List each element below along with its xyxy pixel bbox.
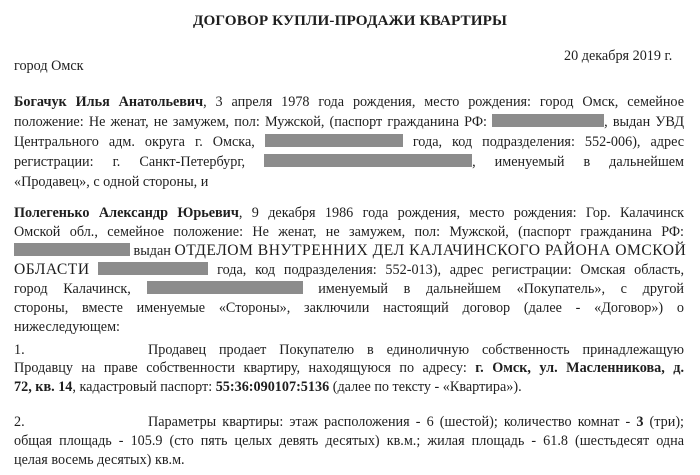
buyer-line-2: Омской обл., семейное положение: Не женат, не замужем, пол: Мужской, (паспорт гражданина РФ:	[14, 224, 684, 240]
redaction-block	[98, 262, 208, 275]
seller-line-1: Богачук Илья Анатольевич, 3 апреля 1978 года рождения, место рождения: город Омск, семейное	[14, 94, 684, 110]
seller-line-4: регистрации: г. Санкт-Петербург, , именуемый в дальнейшем	[14, 154, 685, 170]
buyer-line-4: ОБЛАСТИ года, код подразделения: 552-013), адрес регистрации: Омская область,	[14, 261, 685, 278]
seller-name: Богачук Илья Анатольевич	[14, 94, 204, 110]
clause-1-number: 1.	[14, 342, 25, 358]
clause-2-line-2: общая площадь - 105.9 (сто пять целых девять десятых) кв.м.; жилая площадь - 61.8 (шестьдесят одна	[14, 433, 684, 449]
seller-line-2: положение: Не женат, не замужем, пол: Мужской, (паспорт гражданина РФ: , выдан УВД	[14, 114, 685, 130]
redaction-block	[14, 243, 130, 256]
buyer-line-1: Полегенько Александр Юрьевич, 9 декабря 1986 года рождения, место рождения: Гор. Калачинск	[14, 205, 684, 221]
document-title: ДОГОВОР КУПЛИ-ПРОДАЖИ КВАРТИРЫ	[192, 12, 508, 29]
clause-2-line-3: целая восемь десятых) кв.м.	[14, 452, 185, 468]
buyer-line-6: стороны, вместе именуемые «Стороны», заключили настоящий договор (далее - «Договор») о	[14, 300, 684, 316]
clause-1-line-3: 72, кв. 14, кадастровый паспорт: 55:36:090107:5136 (далее по тексту - «Квартира»).	[14, 379, 522, 395]
city: город Омск	[14, 58, 84, 74]
seller-line-5: «Продавец», с одной стороны, и	[14, 174, 209, 190]
clause-1-line-1: 1. Продавец продает Покупателю в единоличную собственность принадлежащую	[14, 342, 684, 358]
clause-2-line-1: 2. Параметры квартиры: этаж расположения - 6 (шестой); количество комнат - 3 (три);	[14, 414, 684, 430]
buyer-line-7: нижеследующем:	[14, 319, 120, 335]
clause-1-line-2: Продавцу на праве собственности квартиру, находящуюся по адресу: г. Омск, ул. Масленникова, д.	[14, 360, 685, 376]
buyer-name: Полегенько Александр Юрьевич	[14, 205, 239, 221]
redaction-block	[265, 134, 403, 147]
seller-line-3: Центрального адм. округа г. Омска, года, код подразделения: 552-006), адрес	[14, 134, 685, 150]
buyer-line-5: город Калачинск, именуемый в дальнейшем «Покупатель», с другой	[14, 281, 685, 297]
buyer-line-3: выдан ОТДЕЛОМ ВНУТРЕННИХ ДЕЛ КАЛАЧИНСКОГО РАЙОНА ОМСКОЙ	[14, 243, 686, 259]
cadastral-number: 55:36:090107:5136	[215, 379, 330, 395]
clause-2-number: 2.	[14, 414, 25, 430]
redaction-block	[264, 154, 472, 167]
date: 20 декабря 2019 г.	[564, 48, 673, 64]
redaction-block	[492, 114, 604, 127]
redaction-block	[147, 281, 303, 294]
